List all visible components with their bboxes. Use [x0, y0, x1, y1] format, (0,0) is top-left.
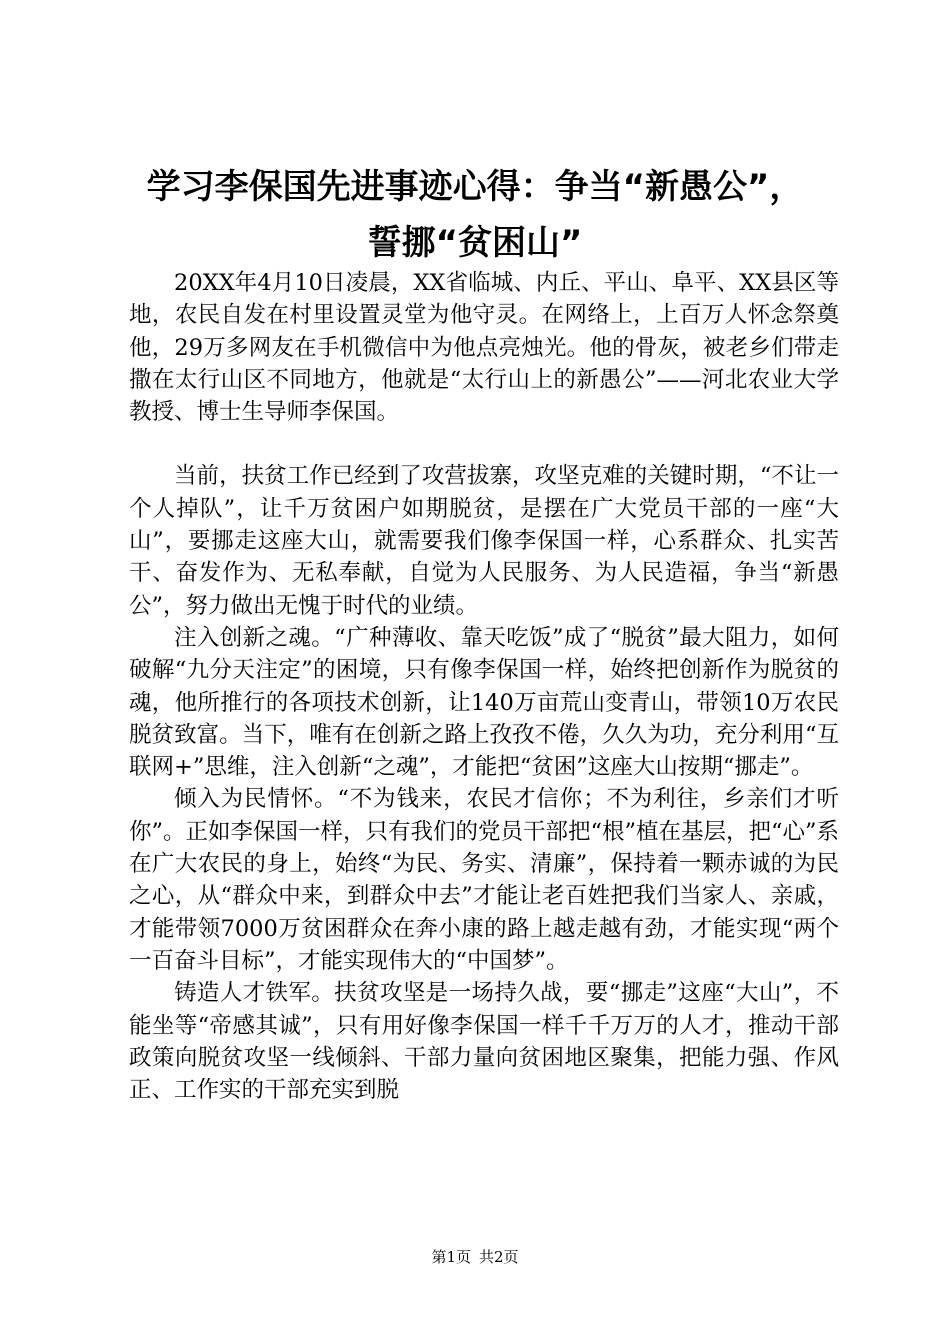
page-number-total: 共2页	[479, 1248, 519, 1266]
paragraph-intro: 20XX年4月10日凌晨，XX省临城、内丘、平山、阜平、XX县区等地，农民自发在村里设置灵堂为他守灵。在网络上，上百万人怀念祭奠他，29万多网友在手机微信中为他点亮烛光。他的骨灰，被老乡们带走撒在太行山区不同地方，他就是“太行山上的新愚公”——河北农业大学教授、博士生导师李保国。	[129, 270, 839, 426]
page-number-current: 第1页	[431, 1248, 471, 1266]
document-title-line-1: 学习李保国先进事迹心得：争当“新愚公”，	[146, 167, 804, 207]
document-body	[129, 267, 839, 1106]
paragraph-overview: 当前，扶贫工作已经到了攻营拔寨，攻坚克难的关键时期，“不让一个人掉队”，让千万贫困户如期脱贫，是摆在广大党员干部的一座“大山”，要挪走这座大山，就需要我们像李保国一样，心系群众、扎实苦干、奋发作为、无私奉献，自觉为人民服务、为人民造福，争当“新愚公”，努力做出无愧于时代的业绩。	[129, 463, 839, 619]
page-footer	[0, 1247, 950, 1267]
paragraph-talent: 铸造人才铁军。扶贫攻坚是一场持久战，要“挪走”这座“大山”，不能坐等“帝感其诚”，只有用好像李保国一样千千万万的人才，推动干部政策向脱贫攻坚一线倾斜、干部力量向贫困地区聚集，把能力强、作风正、工作实的干部充实到脱	[129, 980, 839, 1104]
document-title-line-2: 誓挪“贫困山”	[367, 223, 583, 263]
paragraph-innovation: 注入创新之魂。“广种薄收、靠天吃饭”成了“脱贫”最大阻力，如何破解“九分天注定”的困境，只有像李保国一样，始终把创新作为脱贫的魂，他所推行的各项技术创新，让140万亩荒山变青山，带领10万农民脱贫致富。当下，唯有在创新之路上孜孜不倦，久久为功，充分利用“互联网+”思维，注入创新“之魂”，才能把“贫困”这座大山按期“挪走”。	[129, 624, 839, 781]
paragraph-people: 倾入为民情怀。“不为钱来，农民才信你；不为利往，乡亲们才听你”。正如李保国一样，只有我们的党员干部把“根”植在基层，把“心”系在广大农民的身上，始终“为民、务实、清廉”，保持着一颗赤诚的为民之心，从“群众中来，到群众中去”才能让老百姓把我们当家人、亲戚，才能带领7000万贫困群众在奔小康的路上越走越有劲，才能实现“两个一百奋斗目标”，才能实现伟大的“中国梦”。	[129, 786, 840, 974]
